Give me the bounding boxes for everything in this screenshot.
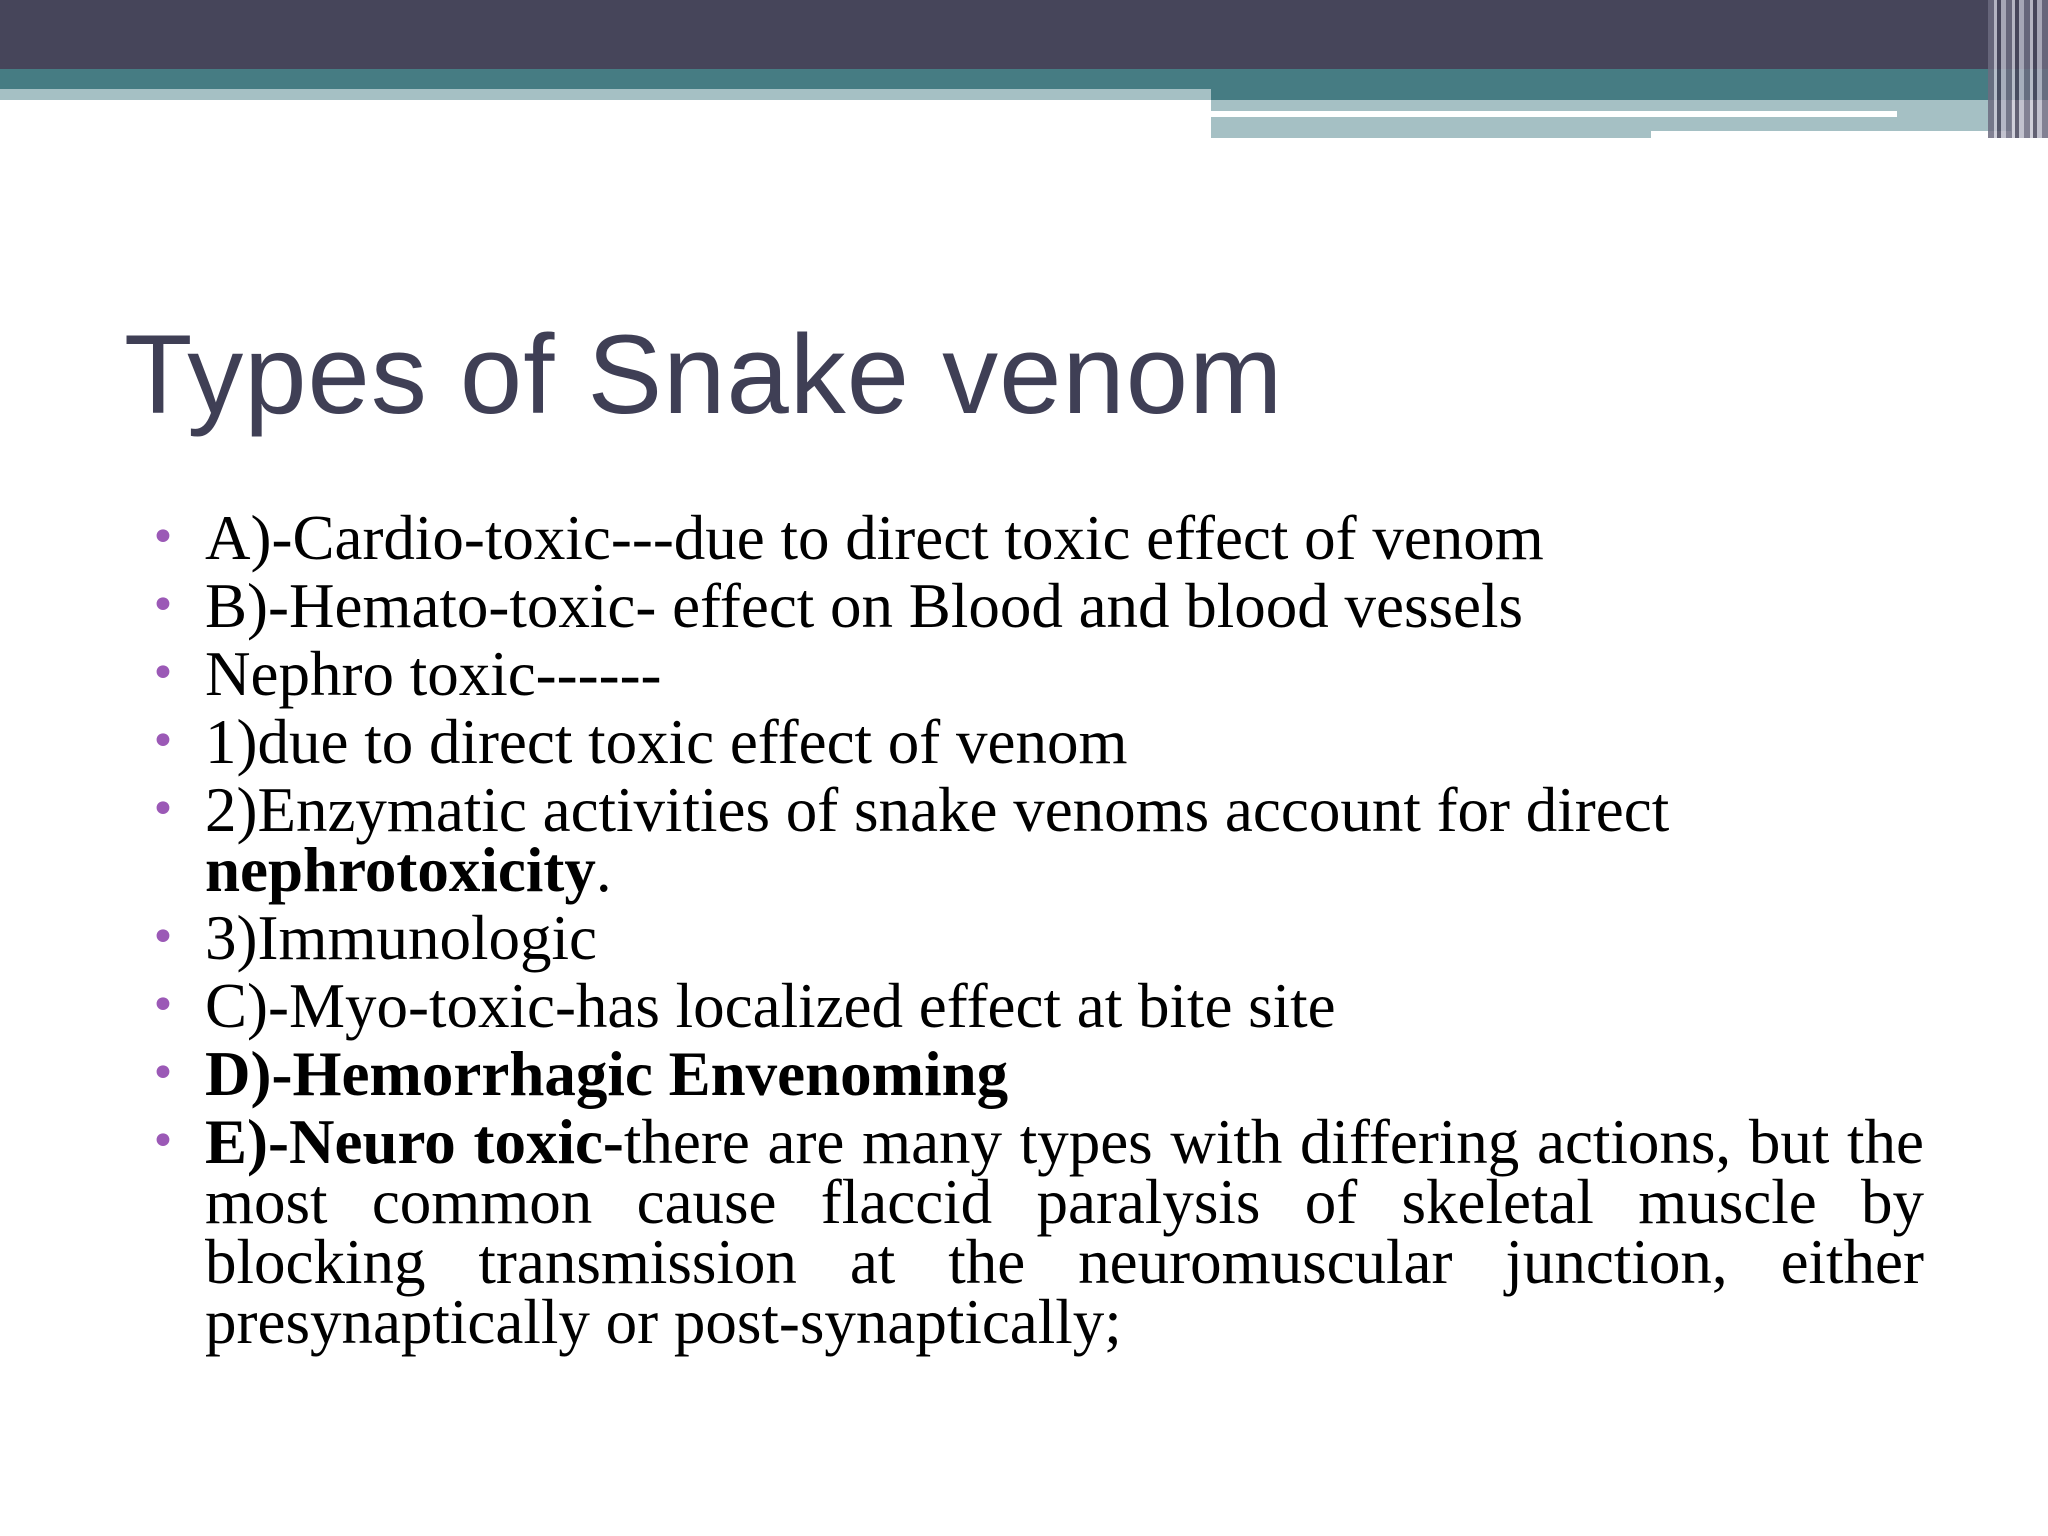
bullet-icon: • (150, 716, 176, 767)
list-item (140, 775, 1924, 905)
slide-title: Types of Snake venom (124, 312, 1284, 437)
bullet-icon: • (150, 1116, 176, 1167)
list-item (140, 707, 1924, 777)
list-item-text: B)-Hemato-toxic- effect on Blood and blood vessels (205, 571, 1524, 641)
list-item-text: 1)due to direct toxic effect of venom (205, 707, 1128, 777)
header-white-notch (1651, 131, 2011, 138)
list-item-text: C)-Myo-toxic-has localized effect at bite site (205, 971, 1336, 1041)
bullet-list (140, 503, 1924, 1360)
bullet-icon: • (150, 912, 176, 963)
bullet-icon: • (150, 648, 176, 699)
list-item-text: there are many types with differing actions, but the most common cause flaccid paralysis of skeletal muscle by blocking transmission at the neuromuscular junction, either presynaptically or post-synaptically; (205, 1107, 1924, 1357)
list-item-text: 2)Enzymatic activities of snake venoms account for direct (205, 775, 1670, 845)
bullet-icon: • (150, 580, 176, 631)
list-item (140, 639, 1924, 709)
bullet-icon: • (150, 512, 176, 563)
list-item-bold-text: D)-Hemorrhagic Envenoming (205, 1039, 1009, 1109)
list-item-text: A)-Cardio-toxic---due to direct toxic effect of venom (205, 503, 1544, 573)
list-item (140, 903, 1924, 973)
list-item (140, 1039, 1924, 1109)
list-item-tail: . (595, 835, 612, 905)
bullet-icon: • (150, 980, 176, 1031)
header-vertical-stripes (1988, 0, 2048, 138)
list-item-bold-text: nephrotoxicity (205, 835, 596, 905)
header-dark-bar (0, 0, 2048, 69)
bullet-icon: • (150, 1048, 176, 1099)
list-item (140, 503, 1924, 573)
list-item-bold-text: E)-Neuro toxic- (205, 1107, 624, 1177)
bullet-icon: • (150, 784, 176, 835)
header-white-line (1211, 111, 1897, 117)
header-light-strip-left (0, 89, 1211, 100)
list-item (140, 571, 1924, 641)
list-item (140, 971, 1924, 1041)
list-item-text: Nephro toxic------ (205, 639, 662, 709)
list-item-text: 3)Immunologic (205, 903, 597, 973)
list-item (140, 1107, 1924, 1357)
